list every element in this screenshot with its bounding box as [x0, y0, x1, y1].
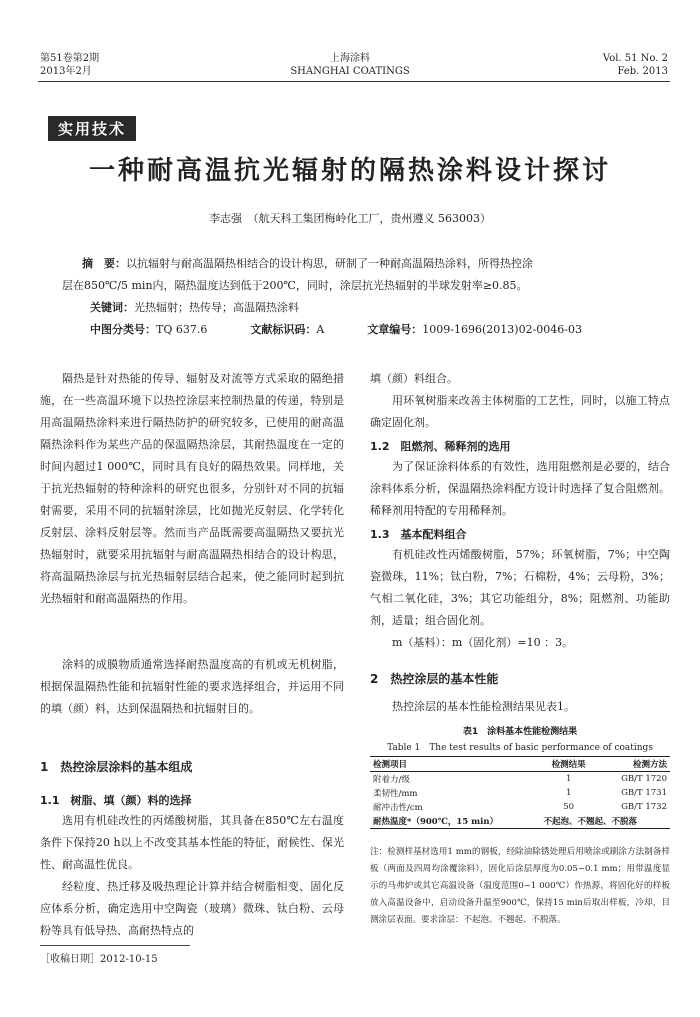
right-paragraph-0: 填（颜）料组合。: [370, 372, 458, 385]
table-header-cell: 检测结果: [541, 757, 597, 772]
doc-code-value: A: [316, 323, 325, 336]
table-header-row: [370, 757, 670, 772]
keywords-text: 光热辐射；热传导；高温隔热涂料: [134, 301, 299, 314]
mass-ratio: m（基料）：m（固化剂）=10 ：3。: [392, 636, 574, 649]
table-note: 注：检测样基材选用1 mm的钢板，经除油除锈处理后用喷涂或刷涂方法制备样板（两面及四周均涂覆涂料），固化后涂层厚度为0.05~0.1 mm；用带温度显示的马弗炉或其它高温设备（温度范围0~1 000℃）作热源，将固化好的样板放入高温设备中，启动设备升温至900℃，保持15 min后取出样板，冷却，目测涂层表面。要求涂层：不起泡、不翘起、不脱落。: [370, 847, 670, 925]
table-cell: 耐冲击性/cm: [373, 803, 423, 813]
table-cell: 1: [565, 774, 572, 784]
left-paragraph-3: 选用有机硅改性的丙烯酸树脂，其具备在850℃左右温度条件下保持20 h以上不改变其基本性能的特征，耐候性、保光性、耐高温性优良。: [40, 814, 344, 871]
table-title-cn: 表1 涂料基本性能检测结果: [462, 727, 578, 737]
author-affiliation: 李志强 （航天科工集团梅岭化工厂，贵州遵义 563003）: [209, 212, 491, 225]
table-cell: 柔韧性/mm: [373, 789, 418, 799]
table-row: [370, 786, 670, 800]
section-1-1-heading: 1.1 树脂、填（颜）料的选择: [40, 794, 192, 807]
table-cell: 1: [565, 788, 572, 798]
journal-name: 上海涂料 SHANGHAI COATINGS: [290, 53, 410, 77]
journal-issue: Vol. 51 No. 2 Feb. 2013: [602, 53, 668, 77]
table-cell: 不起泡、不翘起、不脱落: [541, 814, 670, 829]
left-paragraph-4: 经粒度、热迁移及吸热理论计算并结合树脂相变、固化反应体系分析，确定选用中空陶瓷（玻璃）微珠、钛白粉、云母粉等具有低导热、高耐热特点的: [40, 880, 344, 937]
abstract-label: 摘 要：: [82, 257, 126, 270]
header-rule: [38, 81, 670, 82]
section-tag: 实用技术: [48, 116, 136, 141]
abstract-text-2: 层在850℃/5 min内，隔热温度达到低于200℃，同时，涂层抗光热辐射的半球发射率≥0.85。: [62, 279, 528, 292]
clc-label: 中图分类号：: [90, 323, 156, 336]
footnote-rule: [40, 945, 190, 946]
table-header-cell: 检测项目: [370, 757, 541, 772]
left-paragraph-1: 隔热是针对热能的传导、辐射及对流等方式采取的隔绝措施，在一些高温环境下以热控涂层来控制热量的传递，特别是用高温隔热涂料来进行隔热防护的研究较多，已使用的耐高温隔热涂料作为某些产品的保温隔热涂层，其耐热温度在一定的时间内超过1 000℃，同时具有良好的隔热效果。同样地，关于抗光热辐射的特种涂料的研究也很多，分别针对不同的抗辐射需要，采用不同的抗辐射涂层，比如抛光反射层、化学转化反射层、涂料反射层等。然而当产品既需要高温隔热又要抗光热辐射时，就要采用抗辐射与耐高温隔热相结合的设计构思，将高温隔热涂层与抗光热辐射层结合起来，使之能同时起到抗光热辐射和耐高温隔热的作用。: [40, 372, 344, 605]
journal-volume: 第51卷第2期 2013年2月: [40, 53, 100, 77]
table-cell: 耐热温度*（900℃，15 min）: [370, 814, 541, 829]
right-paragraph-3: 有机硅改性丙烯酸树脂，57%；环氧树脂，7%；中空陶瓷微珠，11%；钛白粉，7%；石棉粉，4%；云母粉，3%；气相二氧化硅，3%；其它功能组分，8%；阻燃剂、功能助剂，适量；组合固化剂。: [370, 548, 670, 627]
table-row: [370, 800, 670, 814]
received-date: ［收稿日期］2012-10-15: [40, 954, 158, 965]
table-cell: 附着力/级: [373, 775, 410, 785]
section-1-3-heading: 1.3 基本配料组合: [370, 528, 467, 541]
section-1-heading: 1 热控涂层涂料的基本组成: [40, 760, 193, 774]
table-cell: GB/T 1731: [621, 788, 667, 798]
section-1-2-heading: 1.2 阻燃剂、稀释剂的选用: [370, 440, 511, 453]
table-cell: GB/T 1732: [621, 802, 667, 812]
table-title-en: Table 1 The test results of basic performance of coatings: [387, 743, 653, 753]
clc-value: TQ 637.6: [156, 323, 208, 336]
table-cell: 50: [563, 802, 575, 812]
article-no-label: 文章编号：: [367, 323, 423, 336]
article-title: 一种耐高温抗光辐射的隔热涂料设计探讨: [88, 156, 611, 186]
table-row: [370, 772, 670, 787]
right-paragraph-2: 为了保证涂料体系的有效性，选用阻燃剂是必要的，结合涂料体系分析，保温隔热涂料配方设计时选择了复合阻燃剂。稀释剂用特配的专用稀释剂。: [370, 460, 670, 517]
doc-code-label: 文献标识码：: [250, 323, 317, 336]
right-paragraph-1: 用环氧树脂来改善主体树脂的工艺性，同时，以施工特点确定固化剂。: [370, 394, 670, 429]
keywords-label: 关键词：: [90, 301, 134, 314]
performance-table: [370, 756, 670, 829]
section-2-heading: 2 热控涂层的基本性能: [370, 672, 499, 686]
table-cell: GB/T 1720: [621, 774, 667, 784]
right-paragraph-5: 热控涂层的基本性能检测结果见表1。: [392, 700, 575, 713]
table-row: [370, 814, 670, 829]
abstract-text-1: 以抗辐射与耐高温隔热相结合的设计构思，研制了一种耐高温隔热涂料，所得热控涂: [126, 257, 533, 270]
abstract: [62, 253, 662, 341]
table-header-cell: 检测方法: [597, 757, 670, 772]
left-paragraph-2: 涂料的成膜物质通常选择耐热温度高的有机或无机树脂，根据保温隔热性能和抗辐射性能的要求选择组合，并运用不同的填（颜）料，达到保温隔热和抗辐射目的。: [40, 658, 344, 715]
article-no-value: 1009-1696(2013)02-0046-03: [422, 323, 583, 336]
